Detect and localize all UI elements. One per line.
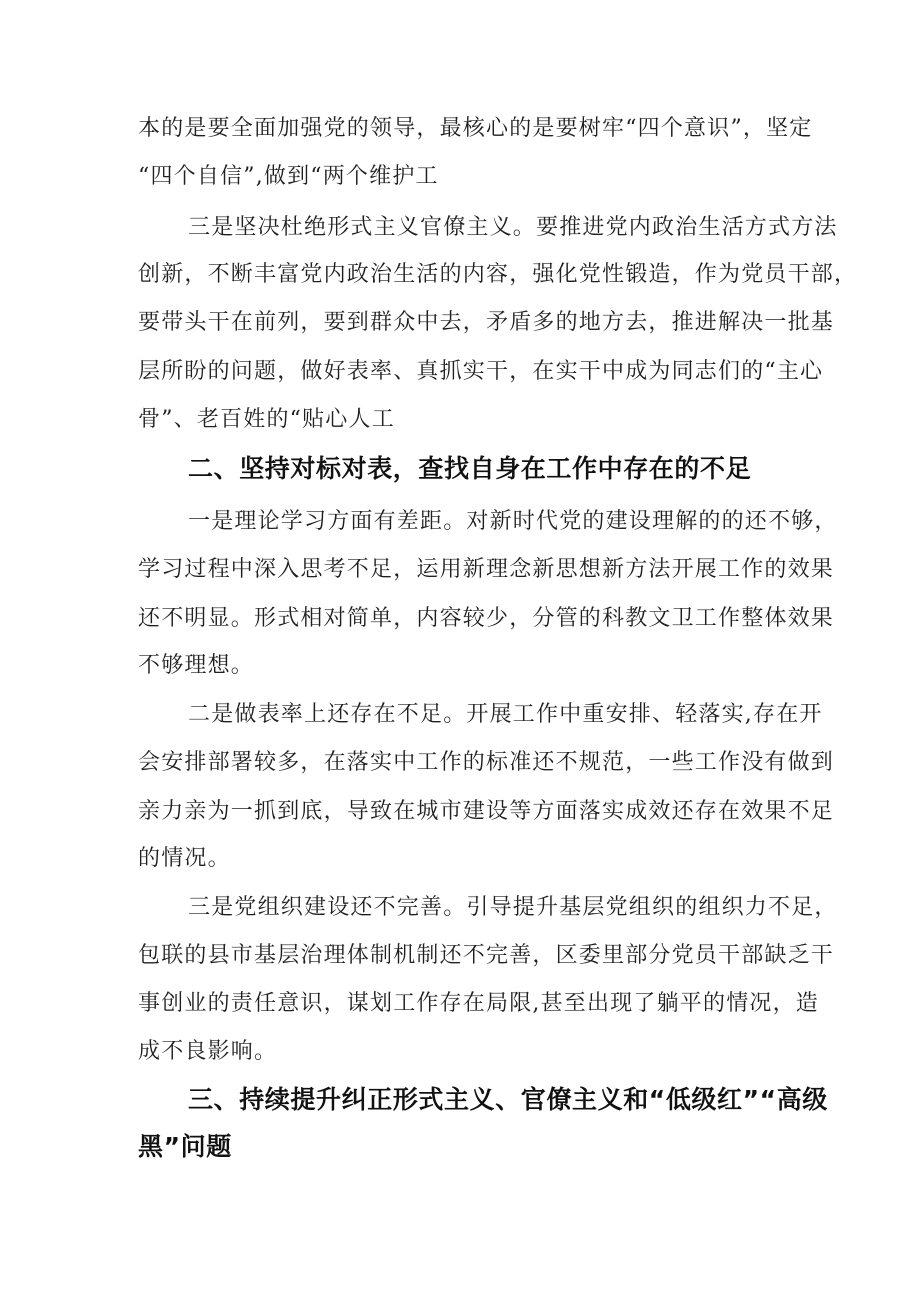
paragraph-2-line-3: 要带头干在前列，要到群众中去，矛盾多的地方去，推进解决一批基 — [138, 310, 835, 335]
paragraph-5-line-4: 成不良影响。 — [138, 1039, 278, 1064]
paragraph-5-line-2: 包联的县市基层治理体制机制还不完善，区委里部分党员干部缺乏干 — [138, 943, 835, 968]
paragraph-4-line-2: 会安排部署较多，在落实中工作的标准还不规范，一些工作没有做到 — [138, 750, 835, 775]
paragraph-2-line-5: 骨”、老百姓的“贴心人工 — [138, 407, 395, 432]
paragraph-2-line-4: 层所盼的问题，做好表率、真抓实干，在实干中成为同志们的“主心 — [138, 359, 824, 384]
paragraph-3-line-1: 一是理论学习方面有差距。对新时代党的建设理解的的还不够， — [188, 509, 838, 534]
section-heading-3-line-1: 三、持续提升纠正形式主义、官僚主义和“低级红”“高级 — [188, 1085, 828, 1114]
section-heading-3-line-2: 黑”问题 — [138, 1132, 232, 1161]
paragraph-3-line-3: 还不明显。形式相对简单，内容较少，分管的科教文卫工作整体效果 — [138, 606, 835, 631]
paragraph-5-line-3: 事创业的责任意识，谋划工作存在局限,甚至出现了躺平的情况，造 — [138, 991, 819, 1016]
paragraph-2-line-1: 三是坚决杜绝形式主义官僚主义。要推进党内政治生活方式方法 — [188, 215, 838, 240]
paragraph-4-line-4: 的情况。 — [138, 846, 231, 871]
paragraph-1-line-1: 本的是要全面加强党的领导，最核心的是要树牢“四个意识”，坚定 — [138, 116, 813, 141]
paragraph-3-line-4: 不够理想。 — [138, 653, 255, 678]
paragraph-3-line-2: 学习过程中深入思考不足，运用新理念新思想新方法开展工作的效果 — [138, 557, 835, 582]
paragraph-4-line-1: 二是做表率上还存在不足。开展工作中重安排、轻落实,存在开 — [188, 702, 823, 727]
paragraph-5-line-1: 三是党组织建设还不完善。引导提升基层党组织的组织力不足， — [188, 895, 838, 920]
paragraph-1-line-2: “四个自信”,做到“两个维护工 — [138, 164, 439, 189]
paragraph-2-line-2: 创新，不断丰富党内政治生活的内容，强化党性锻造，作为党员干部， — [138, 262, 858, 287]
section-heading-2: 二、坚持对标对表，查找自身在工作中存在的不足 — [188, 454, 752, 483]
paragraph-4-line-3: 亲力亲为一抓到底，导致在城市建设等方面落实成效还存在效果不足 — [138, 799, 835, 824]
